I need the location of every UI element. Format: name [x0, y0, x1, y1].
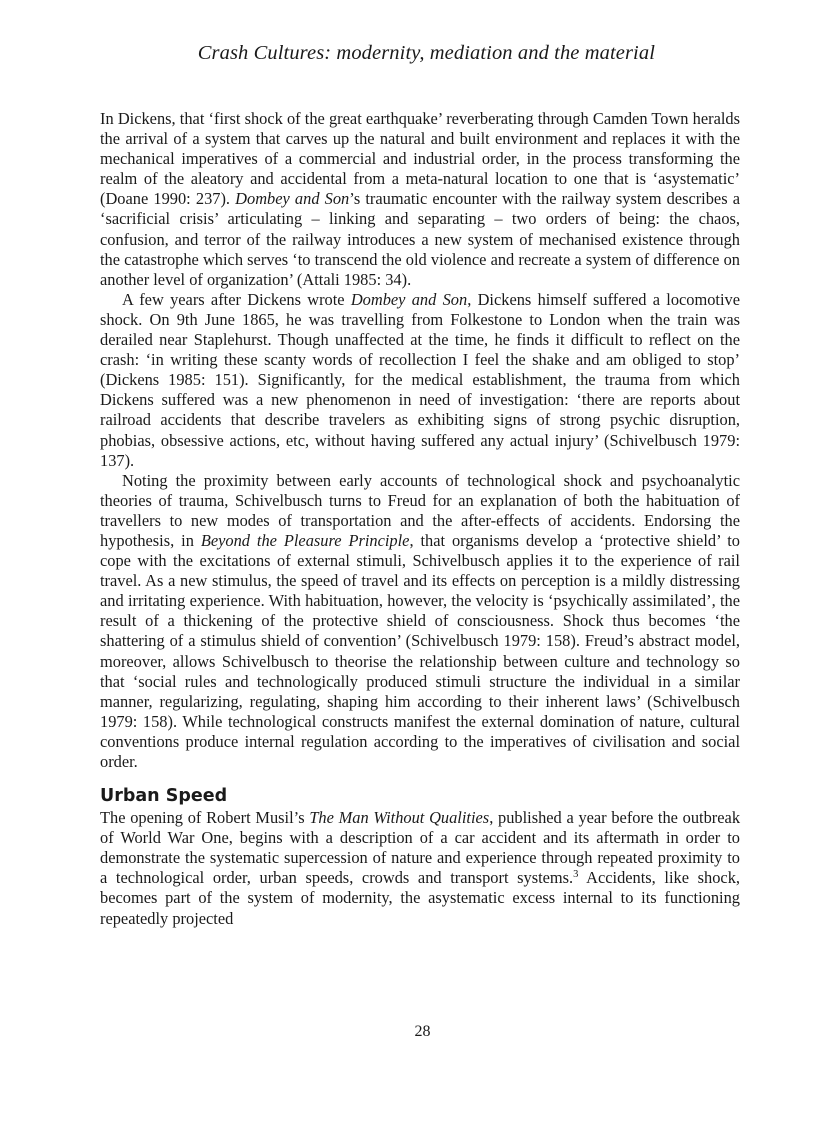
body-text: [100, 109, 740, 929]
footnote-reference[interactable]: 3: [573, 869, 579, 881]
paragraph-3: Noting the proximity between early accounts of technological shock and psychoanalytic theories of trauma, Schivelbusch turns to Freud for an explanation of both the habituation of travellers to new modes of transportation and the after-effects of accidents. Endorsing the hypothesis, in Beyond the Pleasure Principle, that organisms develop a ‘protective shield’ to cope with the excitations of external stimuli, Schivelbusch applies it to the experience of rail travel. As a new stimulus, the speed of travel and its effects on perception is a mildly distressing and irritating experience. With habituation, however, the velocity is ‘psychically assimilated’, the result of a thickening of the protective shield of consciousness. Shock thus becomes ‘the shattering of a stimulus shield of convention’ (Schivelbusch 1979: 158). Freud’s abstract model, moreover, allows Schivelbusch to theorise the relationship between culture and technology so that ‘social rules and technologically produced stimuli structure the individual in a similar manner, regularizing, regulating, shaping him according to their inherent laws’ (Schivelbusch 1979: 158). While technological constructs manifest the external domination of nature, cultural conventions produce internal regulation according to the imperatives of civilisation and social order.: [100, 470, 740, 771]
paragraph-2: A few years after Dickens wrote Dombey and Son, Dickens himself suffered a locomotive shock. On 9th June 1865, he was travelling from Folkestone to London when the train was derailed near Staplehurst. Though unaffected at the time, he finds it difficult to reflect on the crash: ‘in writing these scanty words of recollection I feel the shake and am obliged to stop’ (Dickens 1985: 151). Significantly, for the medical establishment, the trauma from which Dickens suffered was a new phenomenon in need of investigation: ‘there are reports about railroad accidents that describe travelers as exhibiting signs of strong psychic disruption, phobias, obsessive actions, etc, without having suffered any actual injury’ (Schivelbusch 1979: 137).: [100, 289, 741, 470]
book-title-dombey-and-son: Dombey and Son: [235, 189, 350, 209]
page-number: 28: [414, 1023, 431, 1040]
book-title-dombey-and-son: Dombey and Son: [350, 289, 468, 309]
running-head: Crash Cultures: modernity, mediation and the material: [197, 42, 655, 64]
section-heading: Urban Speed: [100, 786, 228, 807]
paragraph-1: In Dickens, that ‘first shock of the great earthquake’ reverberating through Camden Town heralds the arrival of a system that carves up the natural and built environment and replaces it with the mechanical imperatives of a commercial and industrial order, in the process transforming the realm of the aleatory and accidental from a meta-natural location to one that is ‘asystematic’ (Doane 1990: 237). Dombey and Son’s traumatic encounter with the railway system describes a ‘sacrificial crisis’ articulating – linking and separating – two orders of being: the chaos, confusion, and terror of the railway introduces a new system of mechanised existence through the catastrophe which serves ‘to transcend the old violence and recreate a system of difference on another level of organization’ (Attali 1985: 34).: [100, 109, 741, 289]
book-title-the-man-without-qualities: The Man Without Qualities: [309, 808, 490, 828]
section-paragraph: The opening of Robert Musil’s The Man Without Qualities, published a year before the outbreak of World War One, begins with a description of a car accident and its aftermath in order to demonstrate the systematic supercession of nature and experience through repeated proximity to a technological order, urban speeds, crowds and transport systems.$^3$ Accidents, like shock, becomes part of the system of modernity, the asystematic excess internal to its functioning repeatedly projected: [100, 808, 741, 928]
book-title-beyond-the-pleasure-principle: Beyond the Pleasure Principle: [200, 530, 410, 550]
